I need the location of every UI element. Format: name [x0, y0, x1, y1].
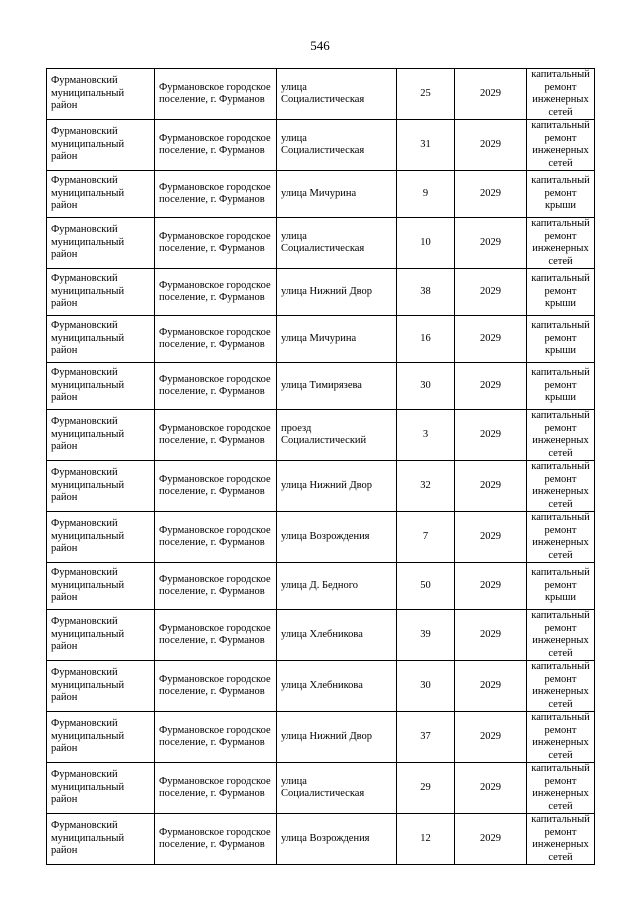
year-cell: 2029: [455, 410, 527, 461]
settlement-cell: Фурмановское городское поселение, г. Фурманов: [155, 763, 277, 814]
work-type-cell: капитальный ремонт крыши: [527, 171, 595, 218]
work-type-cell: капитальный ремонт инженерных сетей: [527, 120, 595, 171]
district-cell: Фурмановский муниципальный район: [47, 218, 155, 269]
table-row: [47, 218, 595, 269]
year-cell: 2029: [455, 814, 527, 865]
table-row: [47, 512, 595, 563]
street-cell: улица Мичурина: [277, 171, 397, 218]
district-cell: Фурмановский муниципальный район: [47, 410, 155, 461]
street-cell: улица Мичурина: [277, 316, 397, 363]
district-cell: Фурмановский муниципальный район: [47, 814, 155, 865]
district-cell: Фурмановский муниципальный район: [47, 269, 155, 316]
year-cell: 2029: [455, 461, 527, 512]
house-number-cell: 32: [397, 461, 455, 512]
settlement-cell: Фурмановское городское поселение, г. Фурманов: [155, 563, 277, 610]
year-cell: 2029: [455, 218, 527, 269]
district-cell: Фурмановский муниципальный район: [47, 120, 155, 171]
work-type-cell: капитальный ремонт инженерных сетей: [527, 461, 595, 512]
year-cell: 2029: [455, 610, 527, 661]
street-cell: улица Хлебникова: [277, 661, 397, 712]
district-cell: Фурмановский муниципальный район: [47, 661, 155, 712]
district-cell: Фурмановский муниципальный район: [47, 512, 155, 563]
registry-table-body: [47, 69, 595, 865]
page-number: 546: [310, 38, 330, 53]
table-row: [47, 120, 595, 171]
district-cell: Фурмановский муниципальный район: [47, 69, 155, 120]
house-number-cell: 31: [397, 120, 455, 171]
table-row: [47, 363, 595, 410]
house-number-cell: 10: [397, 218, 455, 269]
year-cell: 2029: [455, 763, 527, 814]
table-row: [47, 69, 595, 120]
district-cell: Фурмановский муниципальный район: [47, 316, 155, 363]
house-number-cell: 50: [397, 563, 455, 610]
street-cell: улица Нижний Двор: [277, 269, 397, 316]
street-cell: проезд Социалистический: [277, 410, 397, 461]
street-cell: улица Хлебникова: [277, 610, 397, 661]
table-row: [47, 410, 595, 461]
settlement-cell: Фурмановское городское поселение, г. Фурманов: [155, 218, 277, 269]
work-type-cell: капитальный ремонт крыши: [527, 269, 595, 316]
settlement-cell: Фурмановское городское поселение, г. Фурманов: [155, 461, 277, 512]
work-type-cell: капитальный ремонт инженерных сетей: [527, 712, 595, 763]
street-cell: улица Социалистическая: [277, 763, 397, 814]
district-cell: Фурмановский муниципальный район: [47, 461, 155, 512]
street-cell: улица Возрождения: [277, 814, 397, 865]
work-type-cell: капитальный ремонт крыши: [527, 363, 595, 410]
settlement-cell: Фурмановское городское поселение, г. Фурманов: [155, 512, 277, 563]
house-number-cell: 37: [397, 712, 455, 763]
work-type-cell: капитальный ремонт крыши: [527, 563, 595, 610]
house-number-cell: 30: [397, 363, 455, 410]
settlement-cell: Фурмановское городское поселение, г. Фурманов: [155, 363, 277, 410]
work-type-cell: капитальный ремонт инженерных сетей: [527, 763, 595, 814]
settlement-cell: Фурмановское городское поселение, г. Фурманов: [155, 269, 277, 316]
settlement-cell: Фурмановское городское поселение, г. Фурманов: [155, 661, 277, 712]
table-row: [47, 316, 595, 363]
year-cell: 2029: [455, 712, 527, 763]
street-cell: улица Нижний Двор: [277, 461, 397, 512]
work-type-cell: капитальный ремонт крыши: [527, 316, 595, 363]
table-row: [47, 461, 595, 512]
settlement-cell: Фурмановское городское поселение, г. Фурманов: [155, 171, 277, 218]
year-cell: 2029: [455, 171, 527, 218]
work-type-cell: капитальный ремонт инженерных сетей: [527, 512, 595, 563]
house-number-cell: 9: [397, 171, 455, 218]
year-cell: 2029: [455, 69, 527, 120]
table-row: [47, 814, 595, 865]
year-cell: 2029: [455, 363, 527, 410]
registry-table: [46, 68, 595, 865]
table-row: [47, 171, 595, 218]
table-row: [47, 563, 595, 610]
settlement-cell: Фурмановское городское поселение, г. Фурманов: [155, 120, 277, 171]
district-cell: Фурмановский муниципальный район: [47, 712, 155, 763]
street-cell: улица Социалистическая: [277, 69, 397, 120]
house-number-cell: 39: [397, 610, 455, 661]
work-type-cell: капитальный ремонт инженерных сетей: [527, 661, 595, 712]
year-cell: 2029: [455, 563, 527, 610]
settlement-cell: Фурмановское городское поселение, г. Фурманов: [155, 69, 277, 120]
settlement-cell: Фурмановское городское поселение, г. Фурманов: [155, 410, 277, 461]
table-row: [47, 610, 595, 661]
table-row: [47, 763, 595, 814]
house-number-cell: 38: [397, 269, 455, 316]
table-row: [47, 712, 595, 763]
house-number-cell: 7: [397, 512, 455, 563]
house-number-cell: 25: [397, 69, 455, 120]
year-cell: 2029: [455, 120, 527, 171]
house-number-cell: 12: [397, 814, 455, 865]
district-cell: Фурмановский муниципальный район: [47, 171, 155, 218]
house-number-cell: 29: [397, 763, 455, 814]
year-cell: 2029: [455, 316, 527, 363]
house-number-cell: 30: [397, 661, 455, 712]
year-cell: 2029: [455, 512, 527, 563]
street-cell: улица Д. Бедного: [277, 563, 397, 610]
work-type-cell: капитальный ремонт инженерных сетей: [527, 610, 595, 661]
street-cell: улица Социалистическая: [277, 218, 397, 269]
work-type-cell: капитальный ремонт инженерных сетей: [527, 410, 595, 461]
year-cell: 2029: [455, 269, 527, 316]
house-number-cell: 3: [397, 410, 455, 461]
settlement-cell: Фурмановское городское поселение, г. Фурманов: [155, 712, 277, 763]
work-type-cell: капитальный ремонт инженерных сетей: [527, 218, 595, 269]
district-cell: Фурмановский муниципальный район: [47, 563, 155, 610]
district-cell: Фурмановский муниципальный район: [47, 610, 155, 661]
work-type-cell: капитальный ремонт инженерных сетей: [527, 814, 595, 865]
settlement-cell: Фурмановское городское поселение, г. Фурманов: [155, 316, 277, 363]
street-cell: улица Нижний Двор: [277, 712, 397, 763]
street-cell: улица Социалистическая: [277, 120, 397, 171]
year-cell: 2029: [455, 661, 527, 712]
settlement-cell: Фурмановское городское поселение, г. Фурманов: [155, 610, 277, 661]
street-cell: улица Возрождения: [277, 512, 397, 563]
district-cell: Фурмановский муниципальный район: [47, 763, 155, 814]
street-cell: улица Тимирязева: [277, 363, 397, 410]
work-type-cell: капитальный ремонт инженерных сетей: [527, 69, 595, 120]
table-row: [47, 269, 595, 316]
settlement-cell: Фурмановское городское поселение, г. Фурманов: [155, 814, 277, 865]
district-cell: Фурмановский муниципальный район: [47, 363, 155, 410]
table-row: [47, 661, 595, 712]
house-number-cell: 16: [397, 316, 455, 363]
